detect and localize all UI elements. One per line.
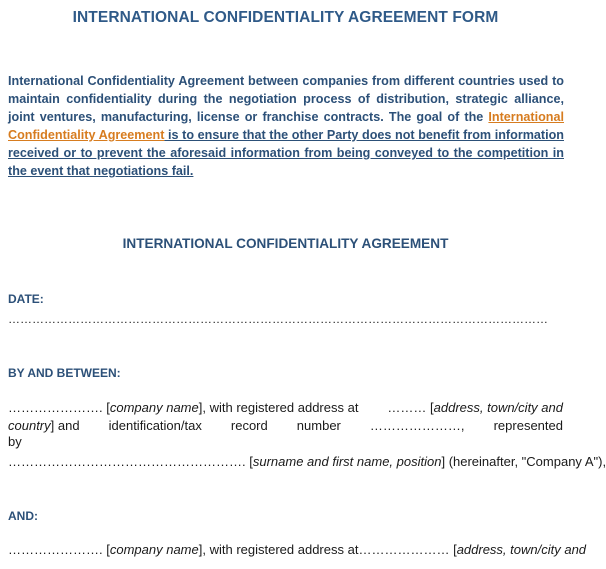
company-a-line-1: …………………. [company name], with registered address at ……… [address, town/city and bbox=[8, 400, 563, 415]
company-a-dots-1[interactable]: …………………. bbox=[8, 400, 103, 415]
company-a-dots-3[interactable]: …………………, bbox=[369, 418, 465, 433]
company-a-line-4: ………………………………………………. [surname and first name, position] (hereinafter, "Company A"), bbox=[8, 454, 606, 469]
and-label: AND: bbox=[8, 509, 38, 523]
intro-text-part-1: International Confidentiality Agreement between companies from different countries used to maintain confidentiality during the negotiation process of distribution, strategic alliance, joint ventures, manufacturing, license or franchise contracts. The goal of the bbox=[8, 74, 564, 124]
agreement-section-title: INTERNATIONAL CONFIDENTIALITY AGREEMENT bbox=[122, 236, 449, 251]
company-a-id-text-d: number bbox=[296, 418, 341, 433]
company-a-id-text-c: record bbox=[230, 418, 268, 433]
document-title: INTERNATIONAL CONFIDENTIALITY AGREEMENT FORM bbox=[72, 9, 499, 26]
company-a-id-text-a: ] and bbox=[50, 418, 80, 433]
company-a-address-placeholder: address, town/city and bbox=[433, 400, 563, 415]
company-a-dots-4[interactable]: ………………………………………………. bbox=[8, 454, 246, 469]
company-a-reg-text: ], with registered address at bbox=[198, 400, 359, 415]
intro-link[interactable]: International Confidentiality Agreement bbox=[8, 110, 564, 142]
date-fill-line[interactable]: ……………………………………………………………………………………………………………………… bbox=[8, 312, 548, 326]
intro-paragraph bbox=[8, 72, 564, 180]
company-a-name-placeholder: company name bbox=[109, 400, 199, 415]
company-a-id-text-b: identification/tax bbox=[108, 418, 202, 433]
intro-text-part-2: is to ensure that the other Party does not benefit from information received or to prevent the aforesaid information from being conveyed to the competition in the event that negotiations fail. bbox=[8, 128, 564, 178]
company-a-country-placeholder: country bbox=[8, 418, 51, 433]
company-b-dots-2[interactable]: ………………… bbox=[358, 542, 450, 557]
company-a-line-2 bbox=[8, 417, 563, 435]
company-a-hereinafter: ] (hereinafter, "Company A"), bbox=[441, 454, 606, 469]
by-and-between-label: BY AND BETWEEN: bbox=[8, 366, 121, 380]
company-a-surname-placeholder: surname and first name, position bbox=[252, 454, 442, 469]
company-a-line-3 bbox=[8, 435, 563, 449]
company-b-paragraph bbox=[8, 541, 587, 559]
company-b-address-placeholder: address, town/city and bbox=[456, 542, 587, 557]
company-b-reg-text: ], with registered address at bbox=[198, 542, 359, 557]
company-a-by: by bbox=[8, 434, 22, 449]
company-a-paragraph bbox=[8, 399, 606, 471]
date-label: DATE: bbox=[8, 292, 44, 306]
company-b-name-placeholder: company name bbox=[109, 542, 199, 557]
company-a-represented: represented bbox=[493, 418, 563, 433]
company-a-dots-2[interactable]: ……… bbox=[387, 400, 427, 415]
company-b-dots-1[interactable]: …………………. bbox=[8, 542, 103, 557]
company-b-line-1: …………………. [company name], with registered address at ………………… [address, town/city and bbox=[8, 542, 587, 557]
